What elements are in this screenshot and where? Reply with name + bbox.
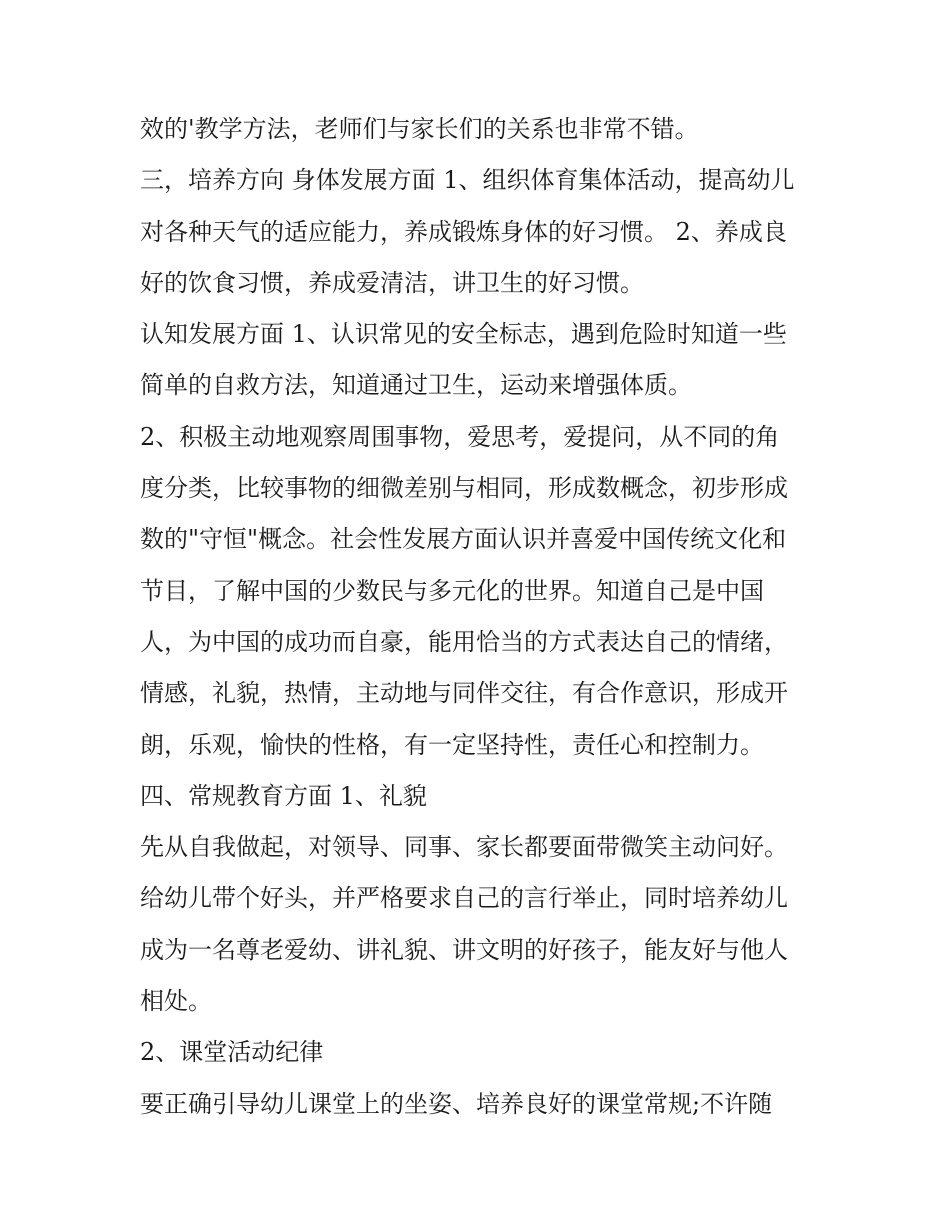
text-line: 2、课堂活动纪律 <box>140 1038 324 1067</box>
text-line: 数的"守恒"概念。社会性发展方面认识并喜爱中国传统文化和 <box>140 525 787 554</box>
text-line: 简单的自救方法，知道通过卫生，运动来增强体质。 <box>140 371 692 400</box>
body-text <box>140 104 830 1130</box>
text-line: 给幼儿带个好头，并严格要求自己的言行举止，同时培养幼儿 <box>140 884 788 913</box>
text-line: 情感，礼貌，热情，主动地与同伴交往，有合作意识，形成开 <box>140 679 788 708</box>
text-line: 2、积极主动地观察周围事物，爱思考，爱提问，从不同的角 <box>140 422 780 451</box>
text-line: 效的'教学方法，老师们与家长们的关系也非常不错。 <box>140 115 699 143</box>
text-line: 要正确引导幼儿课堂上的坐姿、培养良好的课堂常规;不许随 <box>140 1089 773 1118</box>
text-line: 先从自我做起，对领导、同事、家长都要面带微笑主动问好。 <box>140 833 788 862</box>
text-line: 相处。 <box>140 987 212 1016</box>
text-line: 认知发展方面 1、认识常见的安全标志，遇到危险时知道一些 <box>140 320 787 349</box>
text-line: 四、常规教育方面 1、礼貌 <box>140 781 427 810</box>
text-line: 成为一名尊老爱幼、讲礼貌、讲文明的好孩子，能友好与他人 <box>140 935 788 964</box>
text-line: 对各种天气的适应能力，养成锻炼身体的好习惯。 2、养成良 <box>140 217 787 246</box>
text-line: 人，为中国的成功而自豪，能用恰当的方式表达自己的情绪， <box>140 627 788 656</box>
text-line: 节目，了解中国的少数民与多元化的世界。知道自己是中国 <box>140 576 764 605</box>
text-line: 好的饮食习惯，养成爱清洁，讲卫生的好习惯。 <box>140 268 644 297</box>
text-line: 三，培养方向 身体发展方面 1、组织体育集体活动，提高幼儿 <box>140 166 795 195</box>
text-line: 度分类，比较事物的细微差别与相同，形成数概念，初步形成 <box>140 474 788 503</box>
text-line: 朗，乐观，愉快的性格，有一定坚持性，责任心和控制力。 <box>140 730 764 759</box>
